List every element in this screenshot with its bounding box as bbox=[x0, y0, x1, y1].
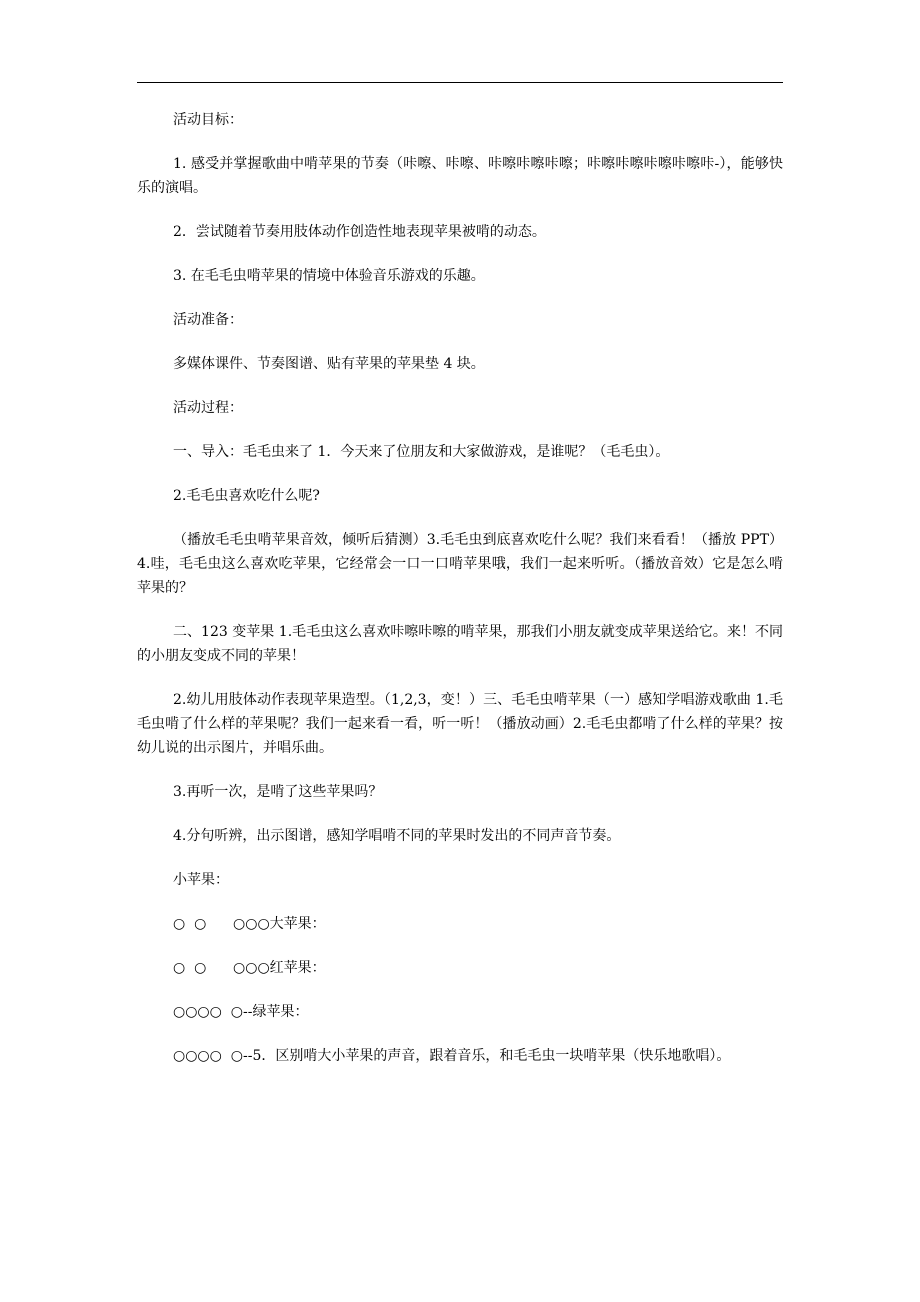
process-step-intro: 一、导入：毛毛虫来了 1．今天来了位朋友和大家做游戏，是谁呢？（毛毛虫）。 bbox=[173, 444, 670, 460]
section-heading-goals: 活动目标： bbox=[173, 112, 243, 128]
process-step-listen: （播放毛毛虫啃苹果音效，倾听后猜测）3.毛毛虫到底喜欢吃什么呢？我们来看看！（播放 PPT）4.哇，毛毛虫这么喜欢吃苹果，它经常会一口一口啃苹果哦，我们一起来听听。（播放音效）它是怎么啃苹果的？ bbox=[137, 532, 783, 596]
goal-item-2: 2．尝试随着节奏用肢体动作创造性地表现苹果被啃的动态。 bbox=[173, 224, 546, 240]
section-heading-process: 活动过程： bbox=[173, 400, 243, 416]
goal-item-1: 1. 感受并掌握歌曲中啃苹果的节奏（咔嚓、咔嚓、咔嚓咔嚓咔嚓；咔嚓咔嚓咔嚓咔嚓咔-），能够快乐的演唱。 bbox=[137, 156, 783, 196]
rhythm-line-3: ○○○○ ○--绿苹果： bbox=[173, 1004, 309, 1020]
rhythm-label-small-apple: 小苹果： bbox=[173, 872, 229, 888]
rhythm-line-2: ○ ○ ○○○红苹果： bbox=[173, 960, 326, 976]
rhythm-line-4: ○○○○ ○--5．区别啃大小苹果的声音，跟着音乐，和毛毛虫一块啃苹果（快乐地歌唱）。 bbox=[173, 1048, 731, 1064]
process-step-listen-again: 3.再听一次，是啃了这些苹果吗？ bbox=[173, 784, 383, 800]
document-body bbox=[137, 108, 783, 1088]
header-rule bbox=[137, 82, 783, 83]
rhythm-line-1: ○ ○ ○○○大苹果： bbox=[173, 916, 326, 932]
preparation-text: 多媒体课件、节奏图谱、贴有苹果的苹果垫 4 块。 bbox=[173, 356, 485, 372]
goal-item-3: 3. 在毛毛虫啃苹果的情境中体验音乐游戏的乐趣。 bbox=[173, 268, 485, 284]
process-step-transform: 二、123 变苹果 1.毛毛虫这么喜欢咔嚓咔嚓的啃苹果，那我们小朋友就变成苹果送给它。来！不同的小朋友变成不同的苹果！ bbox=[137, 624, 783, 664]
section-heading-preparation: 活动准备： bbox=[173, 312, 243, 328]
process-step-question: 2.毛毛虫喜欢吃什么呢? bbox=[173, 488, 320, 504]
process-step-body-movement: 2.幼儿用肢体动作表现苹果造型。（1,2,3，变！）三、毛毛虫啃苹果（一）感知学唱游戏歌曲 1.毛毛虫啃了什么样的苹果呢？我们一起来看一看，听一听！（播放动画）2.毛毛虫都啃了什么样的苹果？按幼儿说的出示图片，并唱乐曲。 bbox=[137, 692, 783, 756]
process-step-rhythm-chart: 4.分句听辨，出示图谱，感知学唱啃不同的苹果时发出的不同声音节奏。 bbox=[173, 828, 621, 844]
